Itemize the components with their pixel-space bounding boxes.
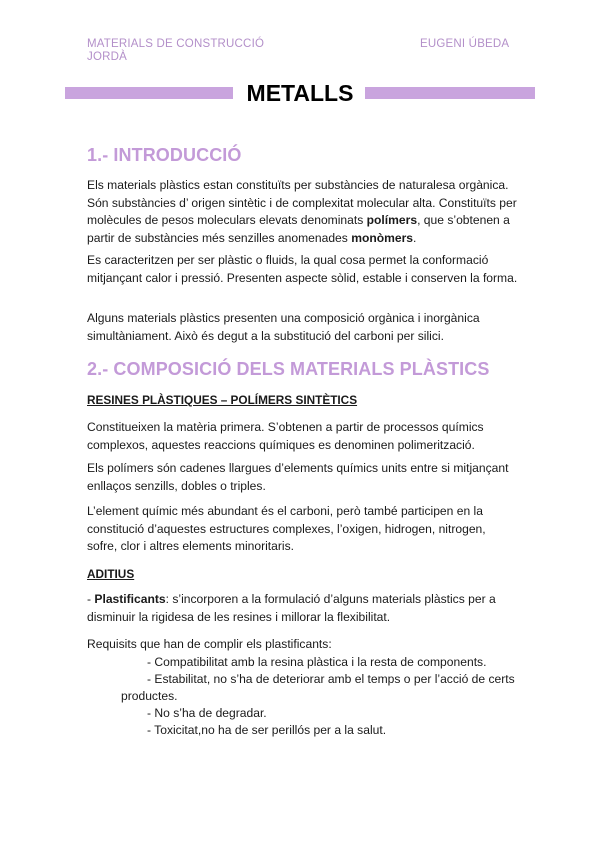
section2-paragraph-3: L’element químic més abundant és el carboni, però també participen en la constitució d’aquestes estructures complexes, l’oxigen, hidrogen, nitrogen, sofre, clor i altres elements minoritaris. bbox=[87, 504, 486, 554]
subheading-resines: RESINES PLÀSTIQUES – POLÍMERS SINTÈTICS bbox=[87, 393, 358, 407]
section2-paragraph-2: Els polímers són cadenes llargues d’elements químics units entre si mitjançant enllaços senzills, dobles o triples. bbox=[87, 461, 509, 493]
header-author: EUGENI ÚBEDA bbox=[420, 38, 510, 50]
section2-paragraph-plastificants bbox=[87, 591, 519, 626]
text: . bbox=[413, 231, 417, 246]
text: , que s’obtenen a partir de substàncies més senzilles anomenades bbox=[87, 213, 510, 246]
page-title: METALLS bbox=[246, 80, 354, 106]
section1-paragraph-3: Alguns materials plàstics presenten una composició orgànica i inorgànica simultàniament. Això és degut a la substitució del carboni per silici. bbox=[87, 311, 480, 343]
section2-heading: 2.- COMPOSICIÓ DELS MATERIALS PLÀSTICS bbox=[87, 359, 490, 379]
header-subject-line2: JORDÀ bbox=[87, 51, 127, 63]
term-monomers: monòmers bbox=[351, 231, 414, 246]
list-item: - Estabilitat, no s’ha de deteriorar amb el temps o per l’acció de certs bbox=[147, 672, 515, 686]
section1-paragraph-1 bbox=[87, 177, 519, 248]
list-item-continuation: productes. bbox=[121, 689, 178, 703]
header-subject: MATERIALS DE CONSTRUCCIÓ bbox=[87, 38, 265, 50]
title-bar-right bbox=[365, 87, 535, 99]
text: - bbox=[87, 592, 95, 606]
header-left bbox=[87, 38, 307, 64]
list-item: - Toxicitat,no ha de ser perillós per a la salut. bbox=[147, 723, 387, 737]
section2-paragraph-1: Constitueixen la matèria primera. S’obtenen a partir de processos químics complexos, aquestes reaccions químiques es denominen polimerització. bbox=[87, 420, 484, 452]
section1-paragraph-2: Es caracteritzen per ser plàstic o fluids, la qual cosa permet la conformació mitjançant calor i pressió. Presenten aspecte sòlid, estable i conserven la forma. bbox=[87, 253, 518, 285]
list-item: - Compatibilitat amb la resina plàstica i la resta de components. bbox=[147, 655, 487, 669]
subheading-aditius: ADITIUS bbox=[87, 567, 135, 581]
requirements-intro: Requisits que han de complir els plastificants: bbox=[87, 637, 332, 651]
requirements-list bbox=[121, 654, 519, 739]
term-polimers: polímers bbox=[366, 213, 418, 228]
list-item: - No s’ha de degradar. bbox=[147, 706, 267, 720]
term-plastificants: Plastificants bbox=[94, 592, 166, 606]
text: Els materials plàstics estan constituïts per substàncies de naturalesa orgànica. Són substàncies d’ origen sintètic i de complexitat molecular alta. Constituïts per molècules de pesos moleculars elevats denominats bbox=[87, 178, 517, 228]
text: : s’incorporen a la formulació d’alguns materials plàstics per a disminuir la rigidesa de les resines i millorar la flexibilitat. bbox=[87, 592, 496, 624]
section1-heading: 1.- INTRODUCCIÓ bbox=[87, 145, 242, 165]
title-bar-left bbox=[65, 87, 233, 99]
title-banner bbox=[65, 78, 535, 108]
